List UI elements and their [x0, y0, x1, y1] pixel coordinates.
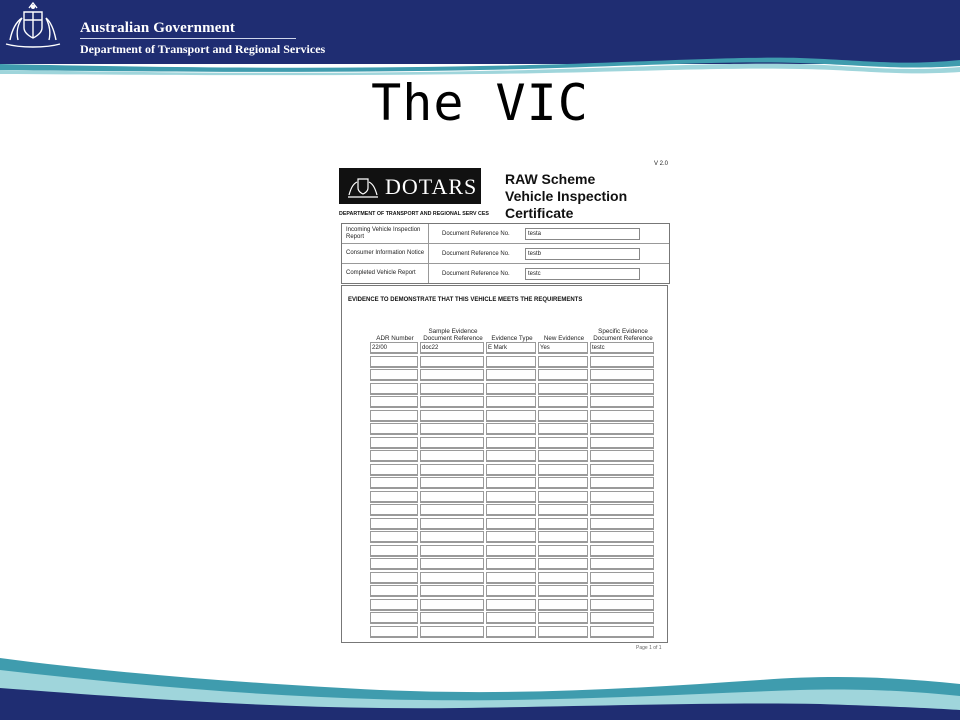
evidence-row: [370, 410, 656, 424]
evidence-cell[interactable]: [370, 626, 418, 638]
reference-row: [342, 244, 669, 264]
evidence-cell[interactable]: [486, 531, 536, 543]
evidence-cell[interactable]: [420, 599, 484, 611]
evidence-row: [370, 423, 656, 437]
evidence-row: [370, 531, 656, 545]
evidence-cell[interactable]: [590, 450, 654, 462]
evidence-cell[interactable]: [370, 477, 418, 489]
evidence-cell[interactable]: E Mark: [486, 342, 536, 354]
evidence-cell[interactable]: [370, 437, 418, 449]
evidence-cell[interactable]: [370, 464, 418, 476]
column-header-new-evidence: New Evidence: [543, 335, 585, 342]
evidence-cell[interactable]: [590, 558, 654, 570]
evidence-row: [370, 356, 656, 370]
evidence-row: [370, 477, 656, 491]
evidence-cell[interactable]: [538, 464, 588, 476]
evidence-cell[interactable]: [590, 626, 654, 638]
evidence-cell[interactable]: [590, 423, 654, 435]
evidence-cell[interactable]: [538, 491, 588, 503]
dotars-logo: [339, 168, 481, 204]
evidence-cell[interactable]: [590, 518, 654, 530]
evidence-cell[interactable]: [538, 396, 588, 408]
evidence-cell[interactable]: [590, 585, 654, 597]
evidence-cell[interactable]: [590, 599, 654, 611]
column-header-sample-evidence: Sample Evidence Document Reference: [423, 328, 483, 342]
evidence-section: [341, 285, 668, 643]
reference-value-field[interactable]: testb: [525, 248, 640, 260]
evidence-cell[interactable]: [590, 410, 654, 422]
evidence-cell[interactable]: [486, 545, 536, 557]
version-label: V 2.0: [653, 161, 668, 167]
evidence-cell[interactable]: [590, 531, 654, 543]
column-header-specific-evidence: Specific Evidence Document Reference: [593, 328, 653, 342]
reference-field-label: Document Reference No.: [442, 250, 510, 257]
evidence-cell[interactable]: [538, 356, 588, 368]
header-banner: [0, 0, 960, 80]
footer-wave-graphic: [0, 640, 960, 720]
slide-title: The VIC: [371, 74, 589, 132]
evidence-cell[interactable]: [420, 626, 484, 638]
reference-label: Consumer Information Notice: [342, 244, 429, 263]
evidence-row: [370, 504, 656, 518]
evidence-grid: [370, 342, 656, 639]
evidence-cell[interactable]: [538, 423, 588, 435]
evidence-cell[interactable]: [538, 599, 588, 611]
reference-row: [342, 264, 669, 283]
evidence-cell[interactable]: [370, 450, 418, 462]
evidence-cell[interactable]: [370, 612, 418, 624]
evidence-cell[interactable]: [590, 464, 654, 476]
vic-certificate-document: [336, 157, 672, 651]
evidence-cell[interactable]: [538, 585, 588, 597]
evidence-cell[interactable]: [486, 383, 536, 395]
evidence-row: [370, 599, 656, 613]
evidence-row: [370, 558, 656, 572]
evidence-cell[interactable]: Yes: [538, 342, 588, 354]
evidence-cell[interactable]: [486, 585, 536, 597]
evidence-cell[interactable]: [538, 437, 588, 449]
header-divider: [80, 38, 296, 39]
reference-label: Incoming Vehicle Inspection Report: [342, 224, 429, 243]
logo-crest-icon: [345, 173, 381, 199]
evidence-cell[interactable]: [486, 491, 536, 503]
evidence-cell[interactable]: [538, 369, 588, 381]
evidence-cell[interactable]: [420, 477, 484, 489]
evidence-cell[interactable]: [538, 626, 588, 638]
evidence-cell[interactable]: [590, 383, 654, 395]
evidence-cell[interactable]: [420, 585, 484, 597]
reference-value-field[interactable]: testc: [525, 268, 640, 280]
evidence-row: [370, 518, 656, 532]
evidence-cell[interactable]: [420, 531, 484, 543]
logo-text: DOTARS: [385, 174, 478, 199]
evidence-cell[interactable]: [420, 558, 484, 570]
evidence-cell[interactable]: [420, 518, 484, 530]
evidence-row: [370, 464, 656, 478]
evidence-cell[interactable]: [486, 423, 536, 435]
evidence-cell[interactable]: [486, 558, 536, 570]
evidence-row: [370, 572, 656, 586]
evidence-cell[interactable]: [420, 369, 484, 381]
evidence-cell[interactable]: 22/00: [370, 342, 418, 354]
evidence-cell[interactable]: [420, 356, 484, 368]
evidence-cell[interactable]: [420, 572, 484, 584]
evidence-cell[interactable]: [420, 423, 484, 435]
evidence-row: [370, 396, 656, 410]
evidence-row: [370, 626, 656, 640]
certificate-title-line: Certificate: [505, 205, 574, 221]
evidence-cell[interactable]: [370, 396, 418, 408]
evidence-cell[interactable]: [486, 477, 536, 489]
reference-table: [341, 223, 670, 284]
evidence-row: [370, 491, 656, 505]
evidence-cell[interactable]: [420, 383, 484, 395]
evidence-cell[interactable]: [590, 356, 654, 368]
coat-of-arms-icon: [0, 0, 66, 50]
footer-banner: [0, 640, 960, 720]
reference-label: Completed Vehicle Report: [342, 264, 429, 283]
evidence-cell[interactable]: [486, 599, 536, 611]
evidence-cell[interactable]: [370, 423, 418, 435]
evidence-cell[interactable]: [538, 572, 588, 584]
evidence-cell[interactable]: [370, 369, 418, 381]
evidence-cell[interactable]: [590, 396, 654, 408]
evidence-cell[interactable]: [420, 437, 484, 449]
evidence-cell[interactable]: [590, 612, 654, 624]
page-number: Page 1 of 1: [636, 645, 662, 651]
evidence-cell[interactable]: [538, 477, 588, 489]
evidence-cell[interactable]: [590, 491, 654, 503]
evidence-cell[interactable]: [486, 572, 536, 584]
evidence-cell[interactable]: [538, 518, 588, 530]
evidence-cell[interactable]: [486, 464, 536, 476]
evidence-cell[interactable]: [370, 545, 418, 557]
evidence-column-headers: [370, 326, 656, 342]
evidence-cell[interactable]: [420, 491, 484, 503]
department-name: Department of Transport and Regional Services: [80, 42, 326, 56]
evidence-cell[interactable]: [538, 545, 588, 557]
evidence-cell[interactable]: [590, 545, 654, 557]
evidence-cell[interactable]: [420, 450, 484, 462]
evidence-cell[interactable]: [420, 396, 484, 408]
evidence-heading: EVIDENCE TO DEMONSTRATE THAT THIS VEHICLE MEETS THE REQUIREMENTS: [348, 297, 583, 303]
evidence-cell[interactable]: [370, 599, 418, 611]
reference-row: [342, 224, 669, 244]
evidence-cell[interactable]: [538, 612, 588, 624]
evidence-cell[interactable]: [420, 410, 484, 422]
evidence-cell[interactable]: [486, 356, 536, 368]
evidence-cell[interactable]: [590, 369, 654, 381]
evidence-row: [370, 545, 656, 559]
evidence-cell[interactable]: [486, 450, 536, 462]
evidence-cell[interactable]: [538, 410, 588, 422]
reference-value-field[interactable]: testa: [525, 228, 640, 240]
government-name: Australian Government: [80, 20, 236, 36]
evidence-cell[interactable]: [486, 410, 536, 422]
evidence-cell[interactable]: testc: [590, 342, 654, 354]
evidence-cell[interactable]: [538, 558, 588, 570]
evidence-cell[interactable]: [370, 504, 418, 516]
evidence-cell[interactable]: [590, 477, 654, 489]
evidence-cell[interactable]: [370, 383, 418, 395]
evidence-cell[interactable]: [420, 504, 484, 516]
evidence-cell[interactable]: [486, 437, 536, 449]
evidence-cell[interactable]: [538, 504, 588, 516]
evidence-cell[interactable]: [420, 464, 484, 476]
evidence-cell[interactable]: [370, 491, 418, 503]
evidence-cell[interactable]: [370, 410, 418, 422]
certificate-title-line: RAW Scheme: [505, 171, 596, 187]
evidence-row: [370, 437, 656, 451]
certificate-title-line: Vehicle Inspection: [505, 188, 628, 204]
evidence-cell[interactable]: [370, 572, 418, 584]
evidence-cell[interactable]: [538, 531, 588, 543]
evidence-cell[interactable]: [420, 545, 484, 557]
evidence-cell[interactable]: [486, 369, 536, 381]
evidence-cell[interactable]: [370, 531, 418, 543]
evidence-cell[interactable]: [370, 585, 418, 597]
evidence-row: [370, 612, 656, 626]
department-line: DEPARTMENT OF TRANSPORT AND REGIONAL SERV CES: [339, 211, 489, 217]
evidence-cell[interactable]: [538, 450, 588, 462]
header-wave-graphic: [0, 0, 960, 80]
evidence-cell[interactable]: [590, 437, 654, 449]
evidence-cell[interactable]: doc22: [420, 342, 484, 354]
evidence-cell[interactable]: [486, 396, 536, 408]
evidence-row: [370, 369, 656, 383]
reference-field-label: Document Reference No.: [442, 270, 510, 277]
evidence-cell[interactable]: [486, 612, 536, 624]
evidence-cell[interactable]: [486, 518, 536, 530]
evidence-cell[interactable]: [590, 572, 654, 584]
evidence-cell[interactable]: [370, 356, 418, 368]
evidence-row: [370, 450, 656, 464]
evidence-row: [370, 383, 656, 397]
evidence-cell[interactable]: [420, 612, 484, 624]
column-header-evidence-type: Evidence Type: [491, 335, 533, 342]
evidence-row: [370, 342, 656, 356]
evidence-cell[interactable]: [590, 504, 654, 516]
column-header-adr-number: ADR Number: [376, 335, 414, 342]
certificate-title: [505, 171, 627, 222]
evidence-cell[interactable]: [486, 504, 536, 516]
evidence-cell[interactable]: [486, 626, 536, 638]
evidence-cell[interactable]: [370, 518, 418, 530]
reference-field-label: Document Reference No.: [442, 230, 510, 237]
evidence-row: [370, 585, 656, 599]
evidence-cell[interactable]: [370, 558, 418, 570]
evidence-cell[interactable]: [538, 383, 588, 395]
